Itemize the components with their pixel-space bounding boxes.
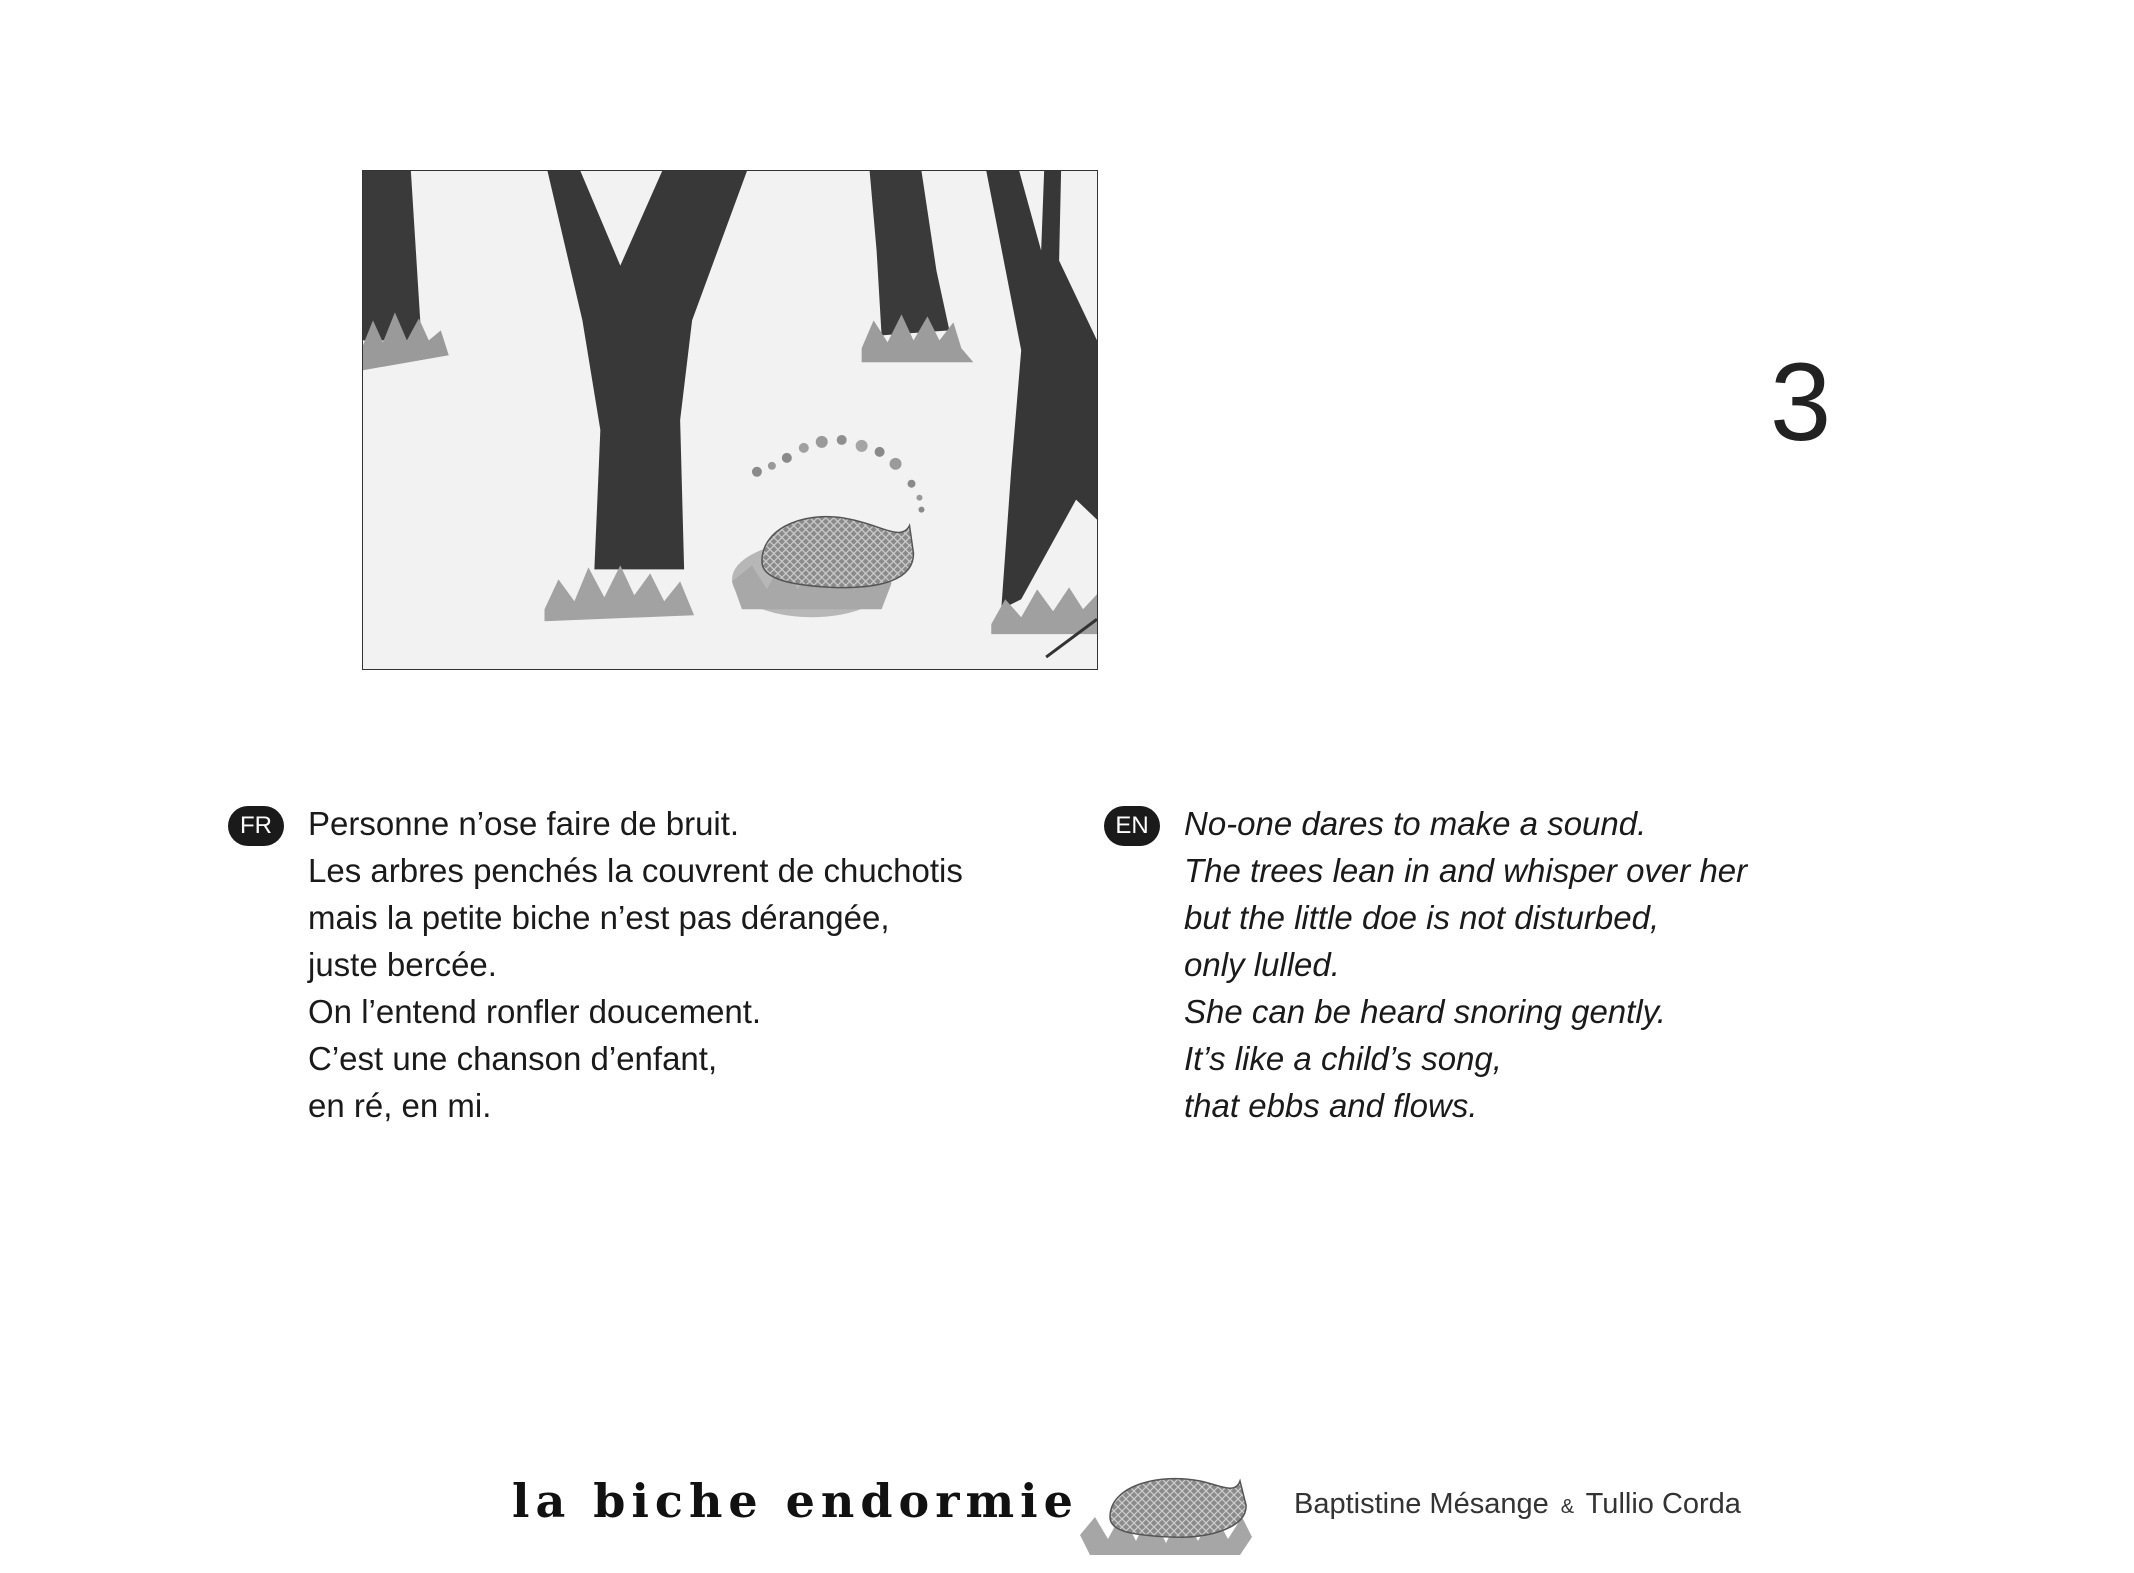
english-verse [1184,800,1747,1129]
verse-line: but the little doe is not disturbed, [1184,899,1660,936]
snore-dot [856,440,868,452]
snore-dot [918,507,924,513]
verse-line: The trees lean in and whisper over her [1184,852,1748,889]
book-title: la biche endormie [512,1474,1079,1528]
verse-line: juste bercée. [308,946,497,983]
verse-line: mais la petite biche n’est pas dérangée, [308,899,890,936]
snore-dot [752,467,762,477]
verse-line: en ré, en mi. [308,1087,492,1124]
language-badge-en: EN [1104,806,1160,846]
verse-line: On l’entend ronfler doucement. [308,993,762,1030]
snore-dot [799,443,809,453]
verse-line: It’s like a child’s song, [1184,1040,1502,1077]
sleeping-doe-image [363,171,1097,669]
verse-line: that ebbs and flows. [1184,1087,1478,1124]
page-number: 3 [1770,341,1832,464]
snore-dot [782,453,792,463]
snore-dot [908,480,916,488]
author-name: Baptistine Mésange [1294,1488,1549,1520]
verse-line: Personne n’ose faire de bruit. [308,805,740,842]
snore-dot [768,462,776,470]
forest-illustration [362,170,1098,670]
snore-dot [890,458,902,470]
language-badge-fr: FR [228,806,284,846]
verse-line: only lulled. [1184,946,1340,983]
author-name: Tullio Corda [1585,1488,1741,1520]
snore-dot [875,447,885,457]
snore-dot [816,436,828,448]
doe-emblem-icon [1070,1455,1260,1565]
verse-line: Les arbres penchés la couvrent de chuchotis [308,852,963,889]
verse-line: C’est une chanson d’enfant, [308,1040,718,1077]
ampersand: & [1560,1496,1575,1518]
snore-dot [837,435,847,445]
verse-line: No-one dares to make a sound. [1184,805,1647,842]
book-authors [1294,1488,1741,1521]
snore-dot [916,495,922,501]
verse-line: She can be heard snoring gently. [1184,993,1666,1030]
french-verse [308,800,963,1129]
